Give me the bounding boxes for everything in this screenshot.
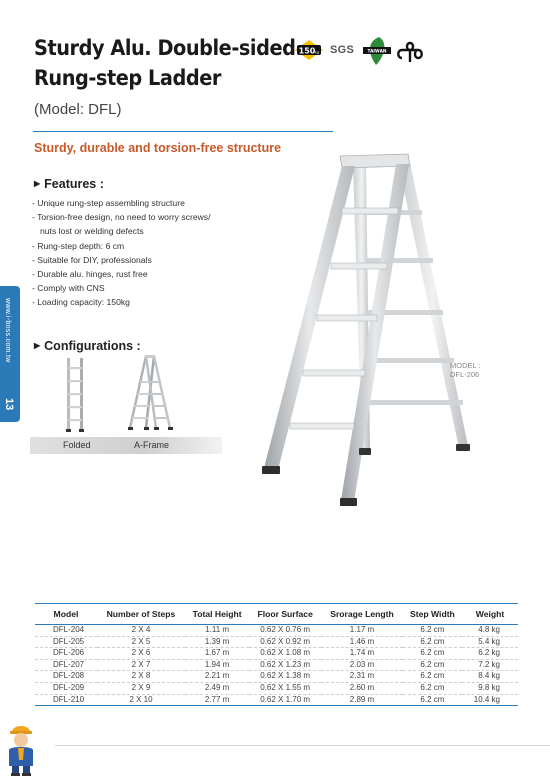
features-heading xyxy=(34,177,104,191)
feature-item: - Comply with CNS xyxy=(32,283,105,294)
aframe-ladder-image xyxy=(126,354,174,432)
spec-table-body xyxy=(35,625,518,706)
features-list xyxy=(32,196,211,310)
worker-mascot-icon xyxy=(4,720,38,776)
feature-item: - Torsion-free design, no need to worry screws/ nuts lost or welding defects xyxy=(32,210,211,238)
column-header-total-height: Total Height xyxy=(192,609,242,619)
load-150kg-badge-icon xyxy=(292,38,326,62)
model-tag-label: MODEL : xyxy=(450,361,481,370)
cell-steps: 2 X 4 xyxy=(131,625,151,634)
cell-floor-surface: 0.62 X 1.08 m xyxy=(260,648,311,658)
cell-model: DFL-209 xyxy=(53,682,85,692)
tagline: Sturdy, durable and torsion-free structure xyxy=(34,141,282,155)
cell-steps: 2 X 8 xyxy=(131,671,151,681)
cell-floor-surface: 0.62 X 1.70 m xyxy=(260,694,311,704)
table-header-row xyxy=(35,604,518,625)
feature-text: Durable alu. hinges, rust free xyxy=(37,269,148,280)
product-model-tag xyxy=(450,361,481,379)
sgs-badge: SGS xyxy=(330,44,355,56)
cell-total-height: 2.21 m xyxy=(204,671,230,681)
cell-total-height: 1.39 m xyxy=(204,636,230,646)
cell-step-width: 6.2 cm xyxy=(420,625,445,634)
cell-floor-surface: 0.62 X 1.23 m xyxy=(260,659,311,669)
cell-storage-length: 2.31 m xyxy=(349,671,375,681)
configurations-heading-text: Configurations : xyxy=(44,339,141,353)
spec-table xyxy=(35,603,518,706)
model-subtitle: (Model: DFL) xyxy=(34,101,122,118)
cell-total-height: 1.94 m xyxy=(204,659,230,669)
folded-label: Folded xyxy=(63,440,91,450)
feature-item: - Unique rung-step assembling structure xyxy=(32,198,185,208)
page-number: 13 xyxy=(3,398,15,411)
taiwan-map-icon xyxy=(363,36,391,66)
feature-text: Suitable for DIY, professionals xyxy=(37,254,152,265)
feature-item: - Loading capacity: 150kg xyxy=(32,297,130,308)
feature-item: - Durable alu. hinges, rust free xyxy=(32,269,148,280)
table-row xyxy=(35,648,518,660)
cell-model: DFL-206 xyxy=(53,648,85,658)
cell-storage-length: 2.89 m xyxy=(349,694,375,704)
aframe-label: A-Frame xyxy=(134,440,170,450)
taiwan-badge-text: TAIWAN xyxy=(367,49,387,55)
feature-text: Unique rung-step assembling structure xyxy=(37,198,185,208)
column-header-storage-length: Srorage Length xyxy=(330,609,394,619)
cell-model: DFL-208 xyxy=(53,671,85,681)
cell-model: DFL-207 xyxy=(53,659,85,669)
cell-weight: 4.8 kg xyxy=(478,625,500,634)
cell-steps: 2 X 7 xyxy=(131,659,151,669)
cell-total-height: 2.77 m xyxy=(204,694,230,704)
configurations-label-band xyxy=(30,437,222,454)
table-row xyxy=(35,625,518,637)
cell-storage-length: 1.46 m xyxy=(349,636,375,646)
table-row xyxy=(35,682,518,694)
cell-weight: 9.8 kg xyxy=(478,682,500,692)
triangle-bullet-icon: ▶ xyxy=(34,341,41,350)
cell-floor-surface: 0.62 X 0.76 m xyxy=(260,625,311,634)
triangle-bullet-icon: ▶ xyxy=(34,179,41,188)
column-header-steps: Number of Steps xyxy=(106,609,176,619)
cell-storage-length: 2.03 m xyxy=(349,659,375,669)
column-header-step-width: Step Width xyxy=(410,609,455,619)
column-header-model: Model xyxy=(53,609,79,619)
cell-model: DFL-205 xyxy=(53,636,85,646)
cell-floor-surface: 0.62 X 1.55 m xyxy=(260,682,311,692)
column-header-weight: Weight xyxy=(475,609,505,619)
cell-weight: 8.4 kg xyxy=(478,671,500,681)
configurations-heading xyxy=(34,339,141,353)
cell-model: DFL-210 xyxy=(53,694,85,704)
cell-floor-surface: 0.62 X 1.38 m xyxy=(260,671,311,681)
footer-divider xyxy=(55,745,550,746)
cell-weight: 5.4 kg xyxy=(478,636,500,646)
cell-weight: 10.4 kg xyxy=(473,694,500,704)
cell-steps: 2 X 9 xyxy=(131,682,151,692)
cell-step-width: 6.2 cm xyxy=(420,659,445,669)
cell-total-height: 1.67 m xyxy=(204,648,230,658)
load-badge-value: 150 xyxy=(298,46,316,56)
feature-text: Loading capacity: 150kg xyxy=(37,297,130,308)
table-row xyxy=(35,671,518,683)
model-tag-value: DFL-206 xyxy=(450,370,480,379)
cell-floor-surface: 0.62 X 0.92 m xyxy=(260,636,311,646)
cell-storage-length: 1.17 m xyxy=(349,625,375,634)
load-badge-unit: kg xyxy=(314,50,320,55)
cell-step-width: 6.2 cm xyxy=(420,636,445,646)
feature-text: Rung-step depth: 6 cm xyxy=(37,240,125,251)
cell-weight: 7.2 kg xyxy=(478,659,500,669)
table-row xyxy=(35,636,518,648)
page-title-line-1: Sturdy Alu. Double-sided xyxy=(34,36,296,60)
column-header-floor-surface: Floor Surface xyxy=(257,609,313,619)
feature-text: Comply with CNS xyxy=(37,283,105,294)
cell-steps: 2 X 10 xyxy=(129,694,153,704)
cell-storage-length: 1.74 m xyxy=(349,648,375,658)
cell-storage-length: 2.60 m xyxy=(349,682,375,692)
folded-ladder-image xyxy=(60,356,90,432)
features-heading-text: Features : xyxy=(44,177,104,191)
cell-total-height: 1.11 m xyxy=(205,625,230,634)
table-row xyxy=(35,694,518,706)
feature-text: Torsion-free design, no need to worry screws/ xyxy=(37,212,211,223)
cell-steps: 2 X 5 xyxy=(131,636,151,646)
feature-text-continued: nuts lost or welding defects xyxy=(40,226,144,237)
cell-step-width: 6.2 cm xyxy=(420,648,445,658)
page-title-line-2: Rung-step Ladder xyxy=(34,66,221,90)
title-divider xyxy=(33,131,333,132)
feature-item: - Rung-step depth: 6 cm xyxy=(32,240,125,251)
ladder-product-image xyxy=(258,150,476,508)
website-url[interactable]: www.i-boss.com.tw xyxy=(4,298,11,363)
cell-step-width: 6.2 cm xyxy=(420,682,445,692)
table-row xyxy=(35,659,518,671)
feature-item: - Suitable for DIY, professionals xyxy=(32,254,152,265)
cell-steps: 2 X 6 xyxy=(131,648,151,658)
cell-weight: 6.2 kg xyxy=(478,648,500,658)
cell-step-width: 6.2 cm xyxy=(420,694,445,704)
cell-total-height: 2.49 m xyxy=(204,682,230,692)
cell-step-width: 6.2 cm xyxy=(420,671,445,681)
cell-model: DFL-204 xyxy=(53,625,85,634)
knot-logo-icon xyxy=(396,38,426,64)
